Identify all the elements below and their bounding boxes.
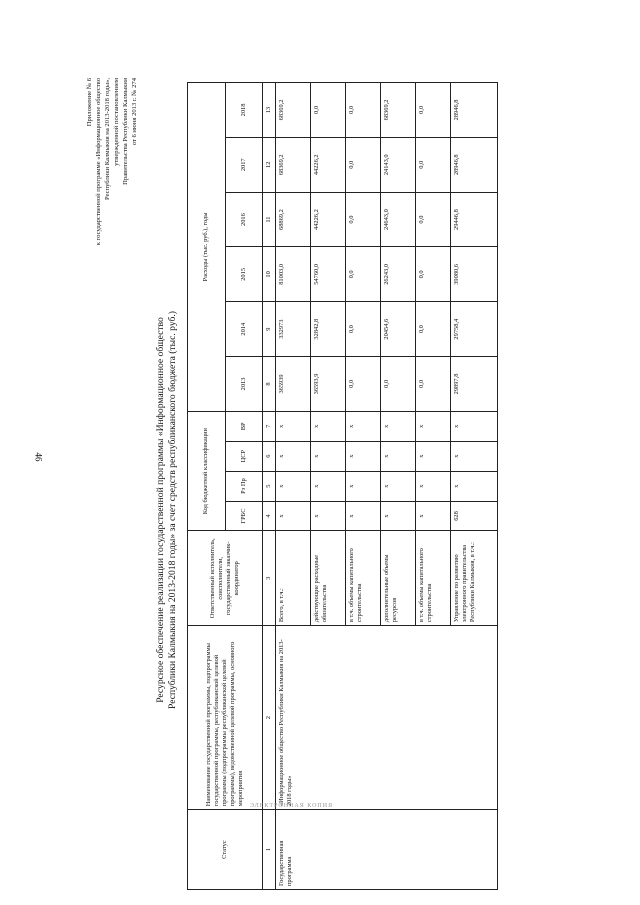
header-code-col: ГРБС	[225, 501, 263, 531]
row-value: 0,0	[416, 302, 451, 357]
row-value: 0,0	[346, 192, 381, 247]
row-value: 44226,2	[311, 137, 346, 192]
program-name: «Информационное общество Республики Калмыкия на 2013-2018 годы»	[276, 626, 498, 810]
row-value: 0,0	[346, 357, 381, 412]
row-code: x	[311, 501, 346, 531]
appendix-line: от 6 июня 2013 г. № 274	[131, 78, 138, 146]
table-row	[276, 83, 311, 890]
row-value: 68369,2	[276, 137, 311, 192]
row-value: 0,0	[416, 137, 451, 192]
row-value: 29758,4	[451, 302, 498, 357]
appendix-line: Правительства Республики Калмыкия	[122, 78, 129, 185]
header-code-col: Рз Пр	[225, 471, 263, 501]
row-value: 20454,6	[381, 302, 416, 357]
header-code-col: ВР	[225, 411, 263, 441]
row-code: x	[451, 411, 498, 441]
row-value: 0,0	[416, 83, 451, 138]
row-value: 0,0	[416, 357, 451, 412]
row-value: 0,0	[346, 137, 381, 192]
row-code: x	[381, 471, 416, 501]
row-executor: Управление по развитию электронного правительства Республики Калмыкия, в т.ч.:	[451, 531, 498, 626]
column-number: 10	[263, 247, 276, 302]
column-number: 5	[263, 471, 276, 501]
row-value: 32842,8	[311, 302, 346, 357]
header-row	[188, 83, 226, 890]
appendix-line: Приложение № 6	[86, 78, 93, 127]
footer-stamp: ЭЛЕКТРОННАЯ КОПИЯ	[250, 803, 334, 809]
row-code: x	[416, 471, 451, 501]
appendix-line: Республики Калмыкия на 2013-2018 годы»,	[104, 78, 111, 201]
appendix-note	[85, 78, 139, 378]
row-value: 54760,0	[311, 247, 346, 302]
row-code: x	[276, 441, 311, 471]
title-line-2: Республики Калмыкия на 2013-2018 годы» за счет средств республиканского бюджета (тыс. руб.)	[167, 311, 178, 710]
column-number: 6	[263, 441, 276, 471]
row-value: 68869,2	[276, 192, 311, 247]
header-year: 2017	[225, 137, 263, 192]
row-value: 26243,0	[381, 247, 416, 302]
header-expenses: Расходы (тыс. руб.), годы	[188, 83, 226, 412]
rotated-sheet	[85, 70, 640, 890]
row-code: x	[451, 441, 498, 471]
column-number: 2	[263, 626, 276, 810]
row-executor: дополнительные объемы ресурсов	[381, 531, 416, 626]
row-value: 24643,0	[381, 192, 416, 247]
title-line-1: Ресурсное обеспечение реализации государственной программы «Информационное общество	[155, 317, 166, 703]
header-year: 2013	[225, 357, 263, 412]
row-value: 68369,2	[381, 83, 416, 138]
row-code: x	[416, 441, 451, 471]
row-code: x	[381, 411, 416, 441]
appendix-line: утвержденной постановлением	[113, 78, 120, 166]
row-value: 332973	[276, 302, 311, 357]
row-code: x	[451, 471, 498, 501]
column-number: 7	[263, 411, 276, 441]
column-number: 8	[263, 357, 276, 412]
row-code: 628	[451, 501, 498, 531]
row-code: x	[276, 411, 311, 441]
row-value: 0,0	[346, 247, 381, 302]
row-value: 0,0	[346, 302, 381, 357]
row-value: 29446,8	[451, 192, 498, 247]
row-code: x	[346, 441, 381, 471]
column-number: 4	[263, 501, 276, 531]
row-value: 28946,8	[451, 137, 498, 192]
row-value: 0,0	[311, 83, 346, 138]
row-value: 365939	[276, 357, 311, 412]
row-executor: в т.ч. объемы капитального строительства	[346, 531, 381, 626]
row-code: x	[276, 471, 311, 501]
header-program-name: Наименование государственной программы, подпрограммы государственной программы, республиканской целевой программы (подпрограммы республиканской целевой программы), ведомственной целевой программы, основного мероприятия	[188, 626, 263, 810]
row-executor: в т.ч. объемы капитального строительства	[416, 531, 451, 626]
header-year: 2016	[225, 192, 263, 247]
row-value: 0,0	[381, 357, 416, 412]
column-number: 3	[263, 531, 276, 626]
row-value: 36593,9	[311, 357, 346, 412]
row-value: 44226,2	[311, 192, 346, 247]
header-status: Статус	[188, 810, 263, 890]
header-year: 2015	[225, 247, 263, 302]
program-status: Государственная программа	[276, 810, 498, 890]
row-code: x	[346, 471, 381, 501]
row-value: 28946,8	[451, 83, 498, 138]
header-code-col: ЦСР	[225, 441, 263, 471]
resource-table	[187, 82, 498, 890]
column-number: 12	[263, 137, 276, 192]
row-code: x	[311, 441, 346, 471]
row-code: x	[346, 501, 381, 531]
row-code: x	[416, 501, 451, 531]
column-number: 11	[263, 192, 276, 247]
header-executor: Ответственный исполнитель, соисполнители, государственный заказчик-координатор	[188, 531, 263, 626]
sheet-content	[85, 70, 570, 890]
row-code: x	[381, 501, 416, 531]
page-number: 46	[33, 452, 44, 462]
row-code: x	[276, 501, 311, 531]
row-executor: Всего, в т.ч.:	[276, 531, 311, 626]
row-code: x	[311, 471, 346, 501]
document-title	[155, 190, 179, 830]
row-code: x	[311, 411, 346, 441]
header-year: 2018	[225, 83, 263, 138]
column-number-row	[263, 83, 276, 890]
row-value: 68369,2	[276, 83, 311, 138]
header-year: 2014	[225, 302, 263, 357]
row-value: 81003,0	[276, 247, 311, 302]
appendix-line: к государственной программе «Информационное общество	[95, 78, 102, 246]
column-number: 13	[263, 83, 276, 138]
row-value: 0,0	[346, 83, 381, 138]
row-code: x	[381, 441, 416, 471]
row-executor: действующие расходные обязательства	[311, 531, 346, 626]
column-number: 9	[263, 302, 276, 357]
row-value: 0,0	[416, 247, 451, 302]
column-number: 1	[263, 810, 276, 890]
row-value: 24143,0	[381, 137, 416, 192]
row-code: x	[346, 411, 381, 441]
header-budget-code: Код бюджетной классификации	[188, 411, 226, 531]
row-value: 29897,8	[451, 357, 498, 412]
row-value: 0,0	[416, 192, 451, 247]
row-code: x	[416, 411, 451, 441]
row-value: 39080,6	[451, 247, 498, 302]
